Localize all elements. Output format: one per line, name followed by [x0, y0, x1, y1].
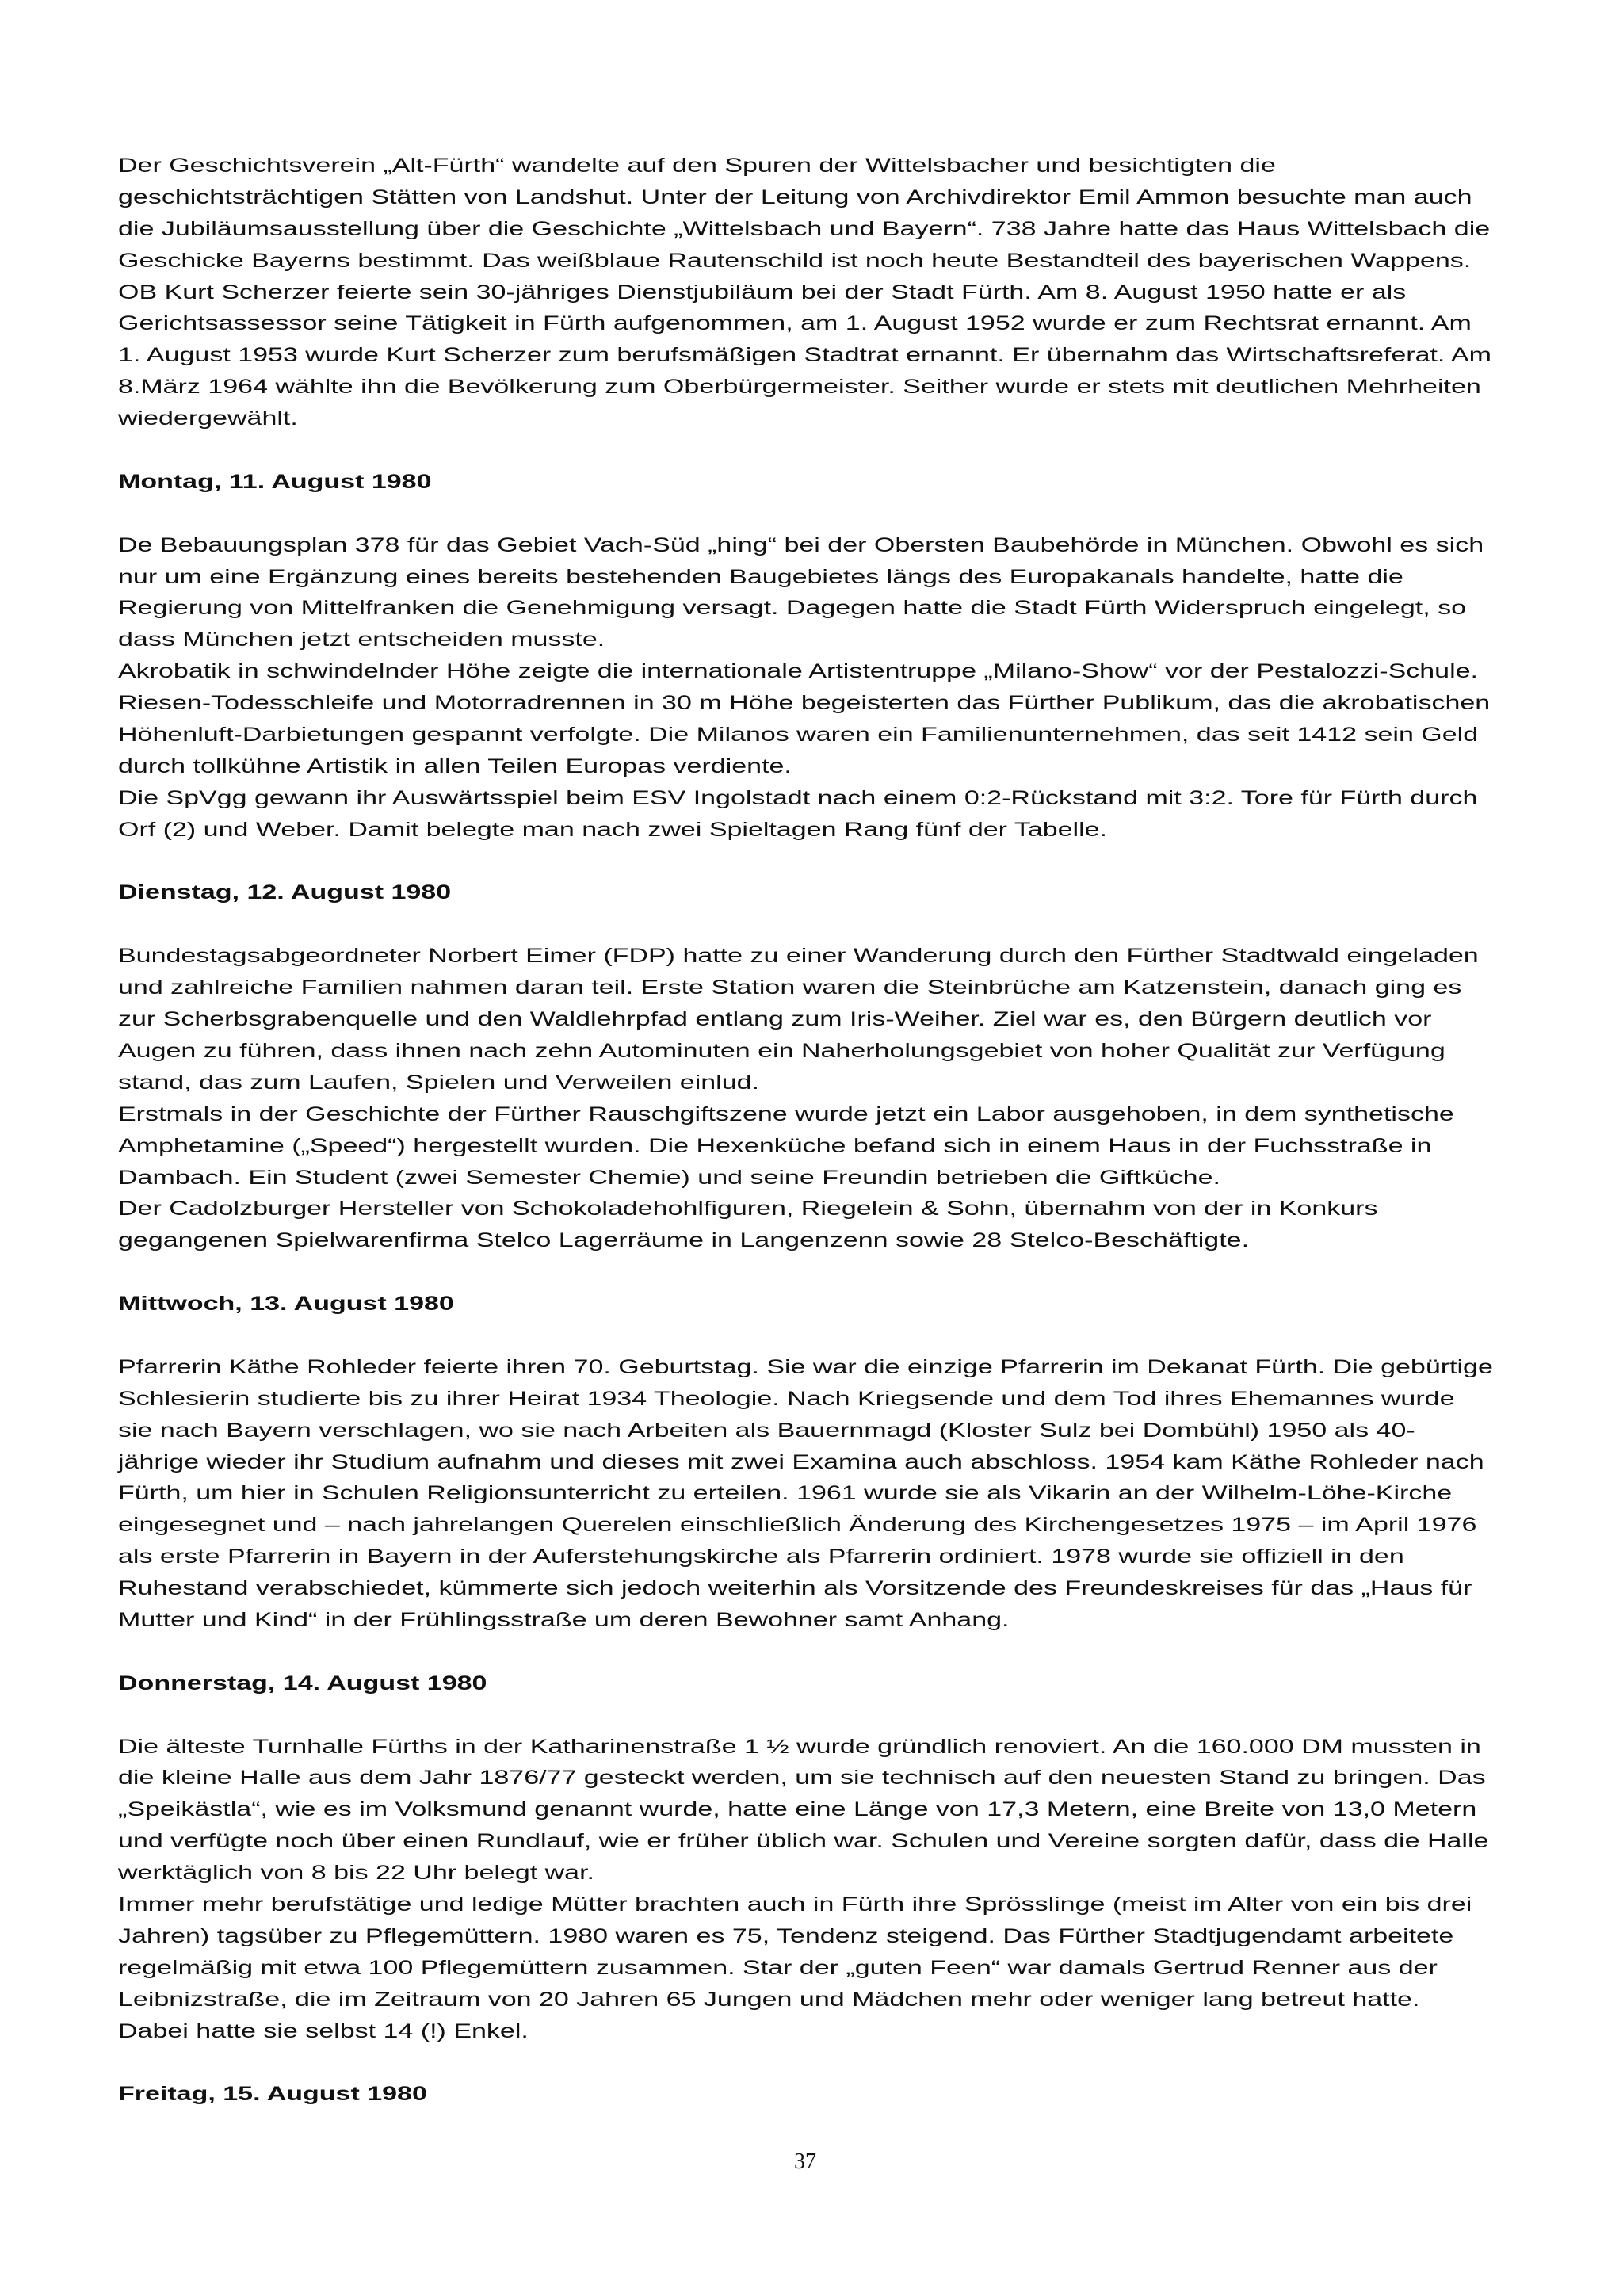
paragraph-line: dass München jetzt entscheiden musste. — [118, 628, 605, 651]
paragraph-line: Mutter und Kind“ in der Frühlingsstraße um deren Bewohner samt Anhang. — [118, 1608, 1010, 1631]
document-body — [118, 151, 1493, 2111]
paragraph-line: Immer mehr berufstätige und ledige Mütter brachten auch in Fürth ihre Sprösslinge (meist im Alter von ein bis drei — [118, 1893, 1472, 1916]
paragraph-line: werktäglich von 8 bis 22 Uhr belegt war. — [118, 1862, 594, 1885]
paragraph-line: Ruhestand verabschiedet, kümmerte sich jedoch weiterhin als Vorsitzende des Freundeskreises für das „Haus für — [118, 1577, 1472, 1600]
paragraph-line: Die älteste Turnhalle Fürths in der Katharinenstraße 1 ½ wurde gründlich renoviert. An die 160.000 DM mussten in — [118, 1735, 1481, 1758]
paragraph-line: Der Geschichtsverein „Alt-Fürth“ wandelte auf den Spuren der Wittelsbacher und besichtigten die — [118, 155, 1276, 177]
paragraph-line: Dambach. Ein Student (zwei Semester Chemie) und seine Freundin betrieben die Giftküche. — [118, 1166, 1220, 1189]
section-heading: Mittwoch, 13. August 1980 — [118, 1293, 454, 1316]
paragraph-line: „Speikästla“, wie es im Volksmund genannt wurde, hatte eine Länge von 17,3 Metern, eine Breite von 13,0 Metern — [118, 1798, 1477, 1821]
spacer — [118, 1637, 1493, 1668]
paragraph-line: geschichtsträchtigen Stätten von Landshut. Unter der Leitung von Archivdirektor Emil Ammon besuchte man auch — [118, 185, 1472, 208]
paragraph-line: Geschicke Bayerns bestimmt. Das weißblaue Rautenschild ist noch heute Bestandteil des bayerischen Wappens. — [118, 249, 1472, 272]
paragraph-line: stand, das zum Laufen, Spielen und Verweilen einlud. — [118, 1071, 760, 1094]
paragraph-line: Dabei hatte sie selbst 14 (!) Enkel. — [118, 2019, 529, 2042]
section-heading: Montag, 11. August 1980 — [118, 470, 432, 493]
paragraph-line: Leibnizstraße, die im Zeitraum von 20 Jahren 65 Jungen und Mädchen mehr oder weniger lang betreut hatte. — [118, 1988, 1420, 2011]
paragraph-line: 8.März 1964 wählte ihn die Bevölkerung zum Oberbürgermeister. Seither wurde er stets mit deutlichen Mehrheiten — [118, 376, 1481, 399]
paragraph-line: Erstmals in der Geschichte der Fürther Rauschgiftszene wurde jetzt ein Labor ausgehoben, in dem synthetische — [118, 1102, 1454, 1125]
paragraph-line: jährige wieder ihr Studium aufnahm und dieses mit zwei Examina auch abschloss. 1954 kam Käthe Rohleder nach — [118, 1450, 1484, 1473]
paragraph-line: De Bebauungsplan 378 für das Gebiet Vach-Süd „hing“ bei der Obersten Baubehörde in München. Obwohl es sich — [118, 533, 1484, 556]
paragraph-line: gegangenen Spielwarenfirma Stelco Lagerräume in Langenzenn sowie 28 Stelco-Beschäftigte. — [118, 1229, 1250, 1252]
paragraph-line: Bundestagsabgeordneter Norbert Eimer (FDP) hatte zu einer Wanderung durch den Fürther Stadtwald eingeladen — [118, 945, 1479, 968]
spacer — [118, 1320, 1493, 1352]
paragraph-line: Pfarrerin Käthe Rohleder feierte ihren 70. Geburtstag. Sie war die einzige Pfarrerin im Dekanat Fürth. Die gebürtige — [118, 1355, 1493, 1378]
paragraph-line: als erste Pfarrerin in Bayern in der Auferstehungskirche als Pfarrerin ordiniert. 1978 wurde sie offiziell in den — [118, 1545, 1404, 1568]
paragraph-line: durch tollkühne Artistik in allen Teilen Europas verdiente. — [118, 755, 792, 777]
spacer — [118, 846, 1493, 878]
paragraph-line: Höhenluft-Darbietungen gespannt verfolgte. Die Milanos waren ein Familienunternehmen, das seit 1412 sein Geld — [118, 724, 1479, 747]
spacer — [118, 435, 1493, 467]
paragraph-line: Fürth, um hier in Schulen Religionsunterricht zu erteilen. 1961 wurde sie als Vikarin an der Wilhelm-Löhe-Kirche — [118, 1482, 1453, 1505]
paragraph-line: Orf (2) und Weber. Damit belegte man nach zwei Spieltagen Rang fünf der Tabelle. — [118, 818, 1108, 841]
paragraph-line: Schlesierin studierte bis zu ihrer Heirat 1934 Theologie. Nach Kriegsende und dem Tod ihres Ehemannes wurde — [118, 1387, 1455, 1410]
page-number: 37 — [794, 2149, 816, 2174]
spacer — [118, 1257, 1493, 1289]
paragraph-line: zur Scherbsgrabenquelle und den Waldlehrpfad entlang zum Iris-Weiher. Ziel war es, den Bürgern deutlich vor — [118, 1008, 1432, 1031]
paragraph-line: und verfügte noch über einen Rundlauf, wie er früher üblich war. Schulen und Vereine sorgten dafür, dass die Halle — [118, 1830, 1489, 1853]
paragraph-line: Akrobatik in schwindelnder Höhe zeigte die internationale Artistentruppe „Milano-Show“ vor der Pestalozzi-Schule. — [118, 660, 1479, 683]
section-heading: Donnerstag, 14. August 1980 — [118, 1671, 487, 1694]
paragraph-line: Regierung von Mittelfranken die Genehmigung versagt. Dagegen hatte die Stadt Fürth Widerspruch eingelegt, so — [118, 597, 1466, 620]
paragraph-line: und zahlreiche Familien nahmen daran teil. Erste Station waren die Steinbrüche am Katzenstein, danach ging es — [118, 976, 1462, 999]
section-heading: Dienstag, 12. August 1980 — [118, 881, 452, 904]
paragraph-line: Die SpVgg gewann ihr Auswärtsspiel beim ESV Ingolstadt nach einem 0:2-Rückstand mit 3:2. Tore für Fürth durch — [118, 786, 1478, 809]
paragraph-line: Der Cadolzburger Hersteller von Schokoladehohlfiguren, Riegelein & Sohn, übernahm von der in Konkurs — [118, 1198, 1378, 1221]
paragraph-line: Gerichtsassessor seine Tätigkeit in Fürth aufgenommen, am 1. August 1952 wurde er zum Rechtsrat ernannt. Am — [118, 312, 1472, 335]
paragraph-line: OB Kurt Scherzer feierte sein 30-jähriges Dienstjubiläum bei der Stadt Fürth. Am 8. August 1950 hatte er als — [118, 281, 1407, 304]
paragraph-line: nur um eine Ergänzung eines bereits bestehenden Baugebietes längs des Europakanals handelte, hatte die — [118, 565, 1403, 588]
paragraph-line: regelmäßig mit etwa 100 Pflegemüttern zusammen. Star der „guten Feen“ war damals Gertrud Renner aus der — [118, 1956, 1438, 1979]
paragraph-line: die Jubiläumsausstellung über die Geschichte „Wittelsbach und Bayern“. 738 Jahre hatte das Haus Wittelsbach die — [118, 217, 1491, 240]
paragraph-line: eingesegnet und – nach jahrelangen Querelen einschließlich Änderung des Kirchengesetzes 1975 – im April 1976 — [118, 1514, 1477, 1537]
spacer — [118, 2047, 1493, 2079]
paragraph-line: sie nach Bayern verschlagen, wo sie nach Arbeiten als Bauernmagd (Kloster Sulz bei Dombühl) 1950 als 40- — [118, 1419, 1415, 1442]
paragraph-line: Augen zu führen, dass ihnen nach zehn Autominuten ein Naherholungsgebiet von hoher Qualität zur Verfügung — [118, 1039, 1445, 1062]
paragraph-line: die kleine Halle aus dem Jahr 1876/77 gesteckt werden, um sie technisch auf den neuesten Stand zu bringen. Das — [118, 1767, 1486, 1790]
paragraph-line: 1. August 1953 wurde Kurt Scherzer zum berufsmäßigen Stadtrat ernannt. Er übernahm das Wirtschaftsreferat. Am — [118, 344, 1491, 367]
spacer — [118, 499, 1493, 530]
section-heading: Freitag, 15. August 1980 — [118, 2083, 427, 2106]
paragraph-line: Amphetamine („Speed“) hergestellt wurden. Die Hexenküche befand sich in einem Haus in der Fuchsstraße in — [118, 1134, 1432, 1157]
spacer — [118, 1700, 1493, 1732]
paragraph-line: Jahren) tagsüber zu Pflegemüttern. 1980 waren es 75, Tendenz steigend. Das Fürther Stadtjugendamt arbeitete — [118, 1924, 1454, 1947]
spacer — [118, 909, 1493, 941]
paragraph-line: Riesen-Todesschleife und Motorradrennen in 30 m Höhe begeisterten das Fürther Publikum, das die akrobatischen — [118, 692, 1491, 715]
paragraph-line: wiedergewählt. — [118, 407, 298, 430]
